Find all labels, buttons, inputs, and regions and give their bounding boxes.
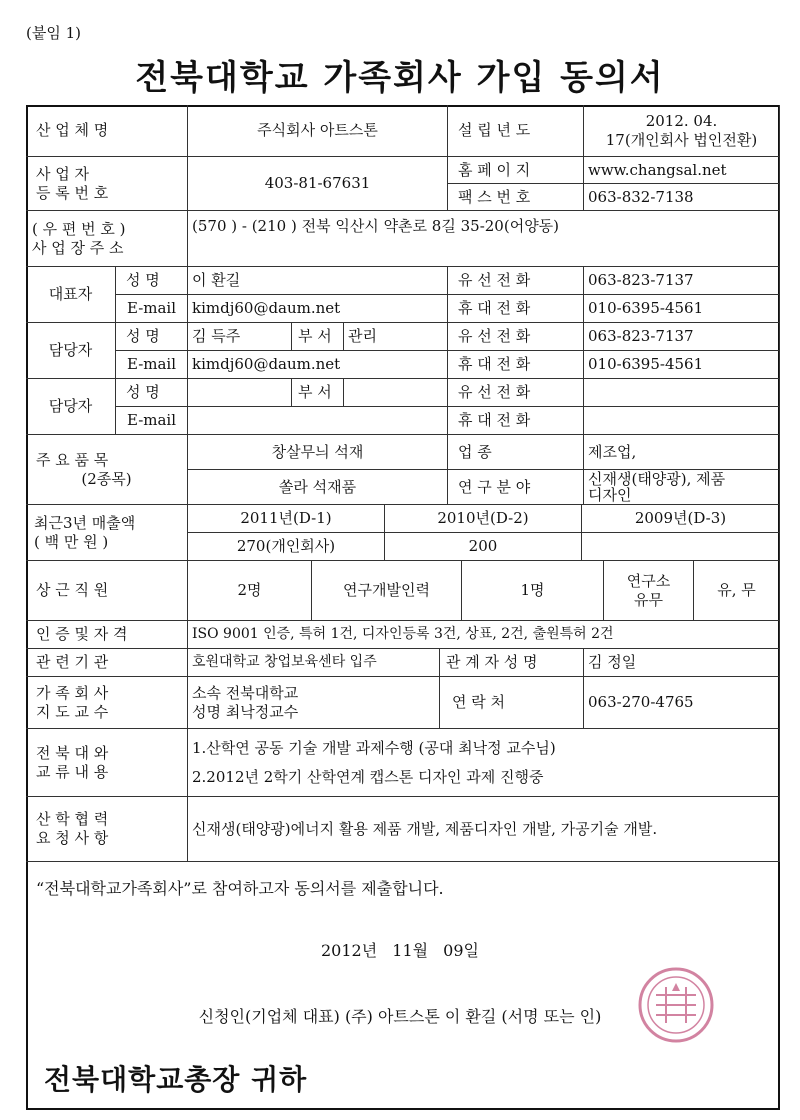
rnd-staff-value: 1명	[462, 561, 604, 621]
lab-label	[604, 561, 694, 621]
contact2-mobile-label: 휴 대 전 화	[448, 407, 584, 435]
cert-label: 인 증 및 자 격	[26, 621, 188, 649]
research-value	[584, 470, 780, 505]
coop-value: 신재생(태양광)에너지 활용 제품 개발, 제품디자인 개발, 가공기술 개발.	[188, 797, 780, 862]
related-label: 관 련 기 관	[26, 649, 188, 677]
company-seal-stamp	[626, 965, 726, 1045]
consent-form-table	[26, 105, 780, 862]
research-line-2: 디자인	[588, 486, 632, 504]
contact2-mobile	[584, 407, 780, 435]
rep-email: kimdj60@daum.net	[188, 295, 448, 323]
coop-label-2: 요 청 사 항	[36, 829, 109, 847]
sales-value-1: 270(개인회사)	[188, 533, 385, 561]
advisor-line-2: 성명 최낙정교수	[192, 702, 299, 721]
declaration-text: “전북대학교가족회사”로 참여하고자 동의서를 제출합니다.	[36, 879, 444, 898]
sales-label-2: ( 백 만 원 )	[34, 532, 109, 551]
rep-landline: 063-823-7137	[584, 267, 780, 295]
lab-value: 유, 무	[694, 561, 780, 621]
advisor-label	[26, 677, 188, 729]
rep-name: 이 환길	[188, 267, 448, 295]
sales-year-3: 2009년(D-3)	[582, 505, 780, 533]
exchange-item-1: 1.산학연 공동 기술 개발 과제수행 (공대 최낙정 교수님)	[192, 739, 556, 757]
contact1-landline: 063-823-7137	[584, 323, 780, 351]
contact1-name-label: 성 명	[116, 323, 188, 351]
advisor-contact-label: 연 락 처	[440, 677, 584, 729]
postal-label: ( 우 편 번 호 )	[32, 219, 126, 238]
industry-value: 제조업,	[584, 435, 780, 470]
contact1-dept-label: 부 서	[292, 323, 344, 351]
advisor-contact-value: 063-270-4765	[584, 677, 780, 729]
biz-reg-value: 403-81-67631	[188, 157, 448, 211]
related-person-label: 관 계 자 성 명	[440, 649, 584, 677]
founded-line-2: 17(개인회사 법인전환)	[605, 130, 758, 149]
sales-value-3	[582, 533, 780, 561]
contact1-label: 담당자	[26, 323, 116, 379]
fax-value: 063-832-7138	[584, 184, 780, 211]
rep-email-label: E-mail	[116, 295, 188, 323]
advisor-value	[188, 677, 440, 729]
biz-reg-label-1: 사 업 자	[36, 164, 90, 183]
contact1-landline-label: 유 선 전 화	[448, 323, 584, 351]
contact1-email: kimdj60@daum.net	[188, 351, 448, 379]
rep-label: 대표자	[26, 267, 116, 323]
staff-label: 상 근 직 원	[26, 561, 188, 621]
address-label	[26, 211, 188, 267]
applicant-line: 신청인(기업체 대표) (주) 아트스톤 이 환길 (서명 또는 인)	[198, 1007, 602, 1026]
contact2-dept-label: 부 서	[292, 379, 344, 407]
contact1-mobile-label: 휴 대 전 화	[448, 351, 584, 379]
exchange-value	[188, 729, 780, 797]
fax-label: 팩 스 번 호	[448, 184, 584, 211]
sales-year-1: 2011년(D-1)	[188, 505, 385, 533]
biz-reg-label	[26, 157, 188, 211]
sales-label	[26, 505, 188, 561]
coop-label	[26, 797, 188, 862]
industry-label: 업 종	[448, 435, 584, 470]
coop-label-1: 산 학 협 력	[36, 810, 109, 829]
product-1: 창살무늬 석재	[188, 435, 448, 470]
page-title: 전북대학교 가족회사 가입 동의서	[135, 58, 665, 98]
sales-year-2: 2010년(D-2)	[385, 505, 582, 533]
submission-date: 2012년 11월 09일	[321, 941, 479, 960]
rep-mobile: 010-6395-4561	[584, 295, 780, 323]
founded-line-1: 2012. 04.	[645, 111, 718, 130]
contact2-landline-label: 유 선 전 화	[448, 379, 584, 407]
related-value: 호원대학교 창업보육센타 입주	[188, 649, 440, 677]
homepage-value: www.changsal.net	[584, 157, 780, 184]
sales-value-2: 200	[385, 533, 582, 561]
contact2-email	[188, 407, 448, 435]
addressee: 전북대학교총장 귀하	[44, 1063, 308, 1096]
founded-value	[584, 105, 780, 157]
products-label	[26, 435, 188, 505]
homepage-label: 홈 페 이 지	[448, 157, 584, 184]
products-sublabel: (2종목)	[81, 469, 132, 488]
exchange-label-1: 전 북 대 와	[36, 743, 109, 762]
contact2-name-label: 성 명	[116, 379, 188, 407]
advisor-label-2: 지 도 교 수	[36, 702, 109, 721]
contact2-email-label: E-mail	[116, 407, 188, 435]
address-label-text: 사 업 장 주 소	[32, 238, 124, 257]
advisor-label-1: 가 족 회 사	[36, 683, 109, 702]
advisor-line-1: 소속 전북대학교	[192, 683, 299, 702]
staff-value: 2명	[188, 561, 312, 621]
biz-reg-label-2: 등 록 번 호	[36, 183, 109, 202]
contact1-dept: 관리	[344, 323, 448, 351]
product-2: 쏠라 석재품	[188, 470, 448, 505]
contact1-name: 김 득주	[188, 323, 292, 351]
products-label-text: 주 요 품 목	[36, 450, 109, 469]
exchange-label-2: 교 류 내 용	[36, 762, 109, 781]
sales-label-1: 최근3년 매출액	[34, 513, 136, 532]
contact1-mobile: 010-6395-4561	[584, 351, 780, 379]
rep-landline-label: 유 선 전 화	[448, 267, 584, 295]
related-person-value: 김 정일	[584, 649, 780, 677]
rep-mobile-label: 휴 대 전 화	[448, 295, 584, 323]
contact2-label: 담당자	[26, 379, 116, 435]
lab-label-1: 연구소	[626, 571, 671, 590]
contact2-name	[188, 379, 292, 407]
rep-name-label: 성 명	[116, 267, 188, 295]
company-value: 주식회사 아트스톤	[188, 105, 448, 157]
contact1-email-label: E-mail	[116, 351, 188, 379]
cert-value: ISO 9001 인증, 특허 1건, 디자인등록 3건, 상표, 2건, 출원특허 2건	[188, 621, 780, 649]
contact2-landline	[584, 379, 780, 407]
founded-label: 설 립 년 도	[448, 105, 584, 157]
exchange-item-2: 2.2012년 2학기 산학연계 캡스톤 디자인 과제 진행중	[192, 767, 544, 786]
company-label: 산 업 체 명	[26, 105, 188, 157]
attachment-note: (붙임 1)	[26, 24, 81, 42]
address-value: (570 ) - (210 ) 전북 익산시 약촌로 8길 35-20(어양동)	[188, 211, 780, 267]
research-label: 연 구 분 야	[448, 470, 584, 505]
contact2-dept	[344, 379, 448, 407]
exchange-label	[26, 729, 188, 797]
research-line-1: 신재생(태양광), 제품	[588, 470, 726, 488]
rnd-staff-label: 연구개발인력	[312, 561, 462, 621]
lab-label-2: 유무	[634, 590, 663, 609]
